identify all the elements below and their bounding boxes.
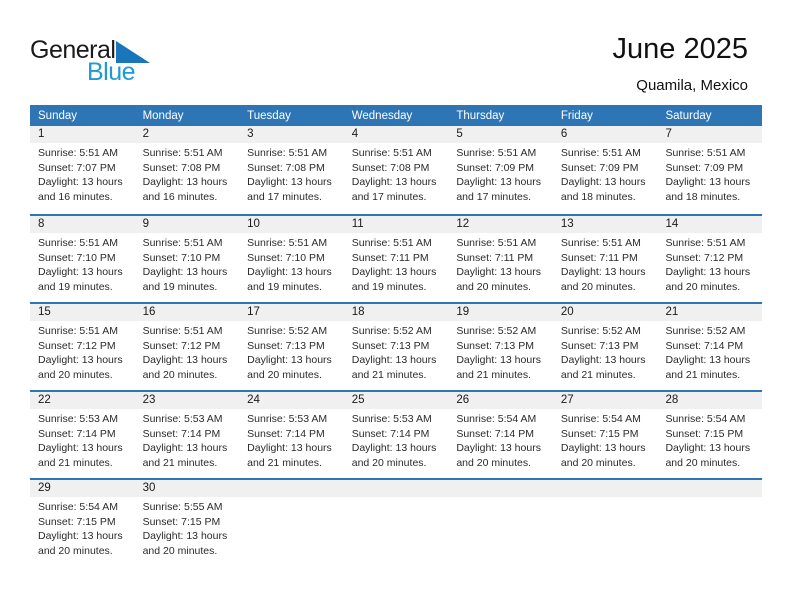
day-cell-19	[448, 304, 553, 390]
day-detail-line: Sunset: 7:12 PM	[38, 339, 116, 352]
day-detail-line: and 21 minutes.	[38, 456, 113, 469]
day-cell-21	[657, 304, 762, 390]
day-detail-line: Sunset: 7:13 PM	[560, 339, 639, 352]
day-details	[344, 233, 449, 294]
day-detail-line: and 20 minutes.	[38, 544, 113, 557]
day-number: 2	[135, 126, 240, 143]
day-number: 15	[30, 304, 135, 321]
day-detail-line: Daylight: 13 hours	[560, 266, 646, 278]
day-cell-9	[135, 216, 240, 302]
day-detail-line: Sunset: 7:08 PM	[247, 161, 325, 174]
day-detail-line: Sunset: 7:15 PM	[665, 427, 744, 440]
day-detail-line: Daylight: 13 hours	[38, 266, 123, 278]
day-detail-line: and 21 minutes.	[456, 368, 532, 381]
day-number: 18	[344, 304, 449, 321]
day-details	[657, 143, 762, 204]
day-details	[30, 233, 135, 294]
day-cell-25	[344, 392, 449, 478]
day-detail-line: Daylight: 13 hours	[560, 176, 646, 188]
day-detail-line: Sunrise: 5:54 AM	[38, 501, 118, 513]
day-number: 20	[553, 304, 658, 321]
day-cell-17	[239, 304, 344, 390]
day-detail-line: Sunset: 7:10 PM	[38, 251, 116, 264]
day-details	[30, 143, 135, 204]
day-details	[135, 233, 240, 294]
day-detail-line: Sunset: 7:14 PM	[142, 427, 221, 440]
day-number: 22	[30, 392, 135, 409]
day-cell-empty	[553, 480, 658, 566]
day-number: 4	[344, 126, 449, 143]
day-details	[344, 143, 449, 204]
day-cell-23	[135, 392, 240, 478]
logo-text-blue: Blue	[87, 58, 136, 86]
day-detail-line: Sunset: 7:14 PM	[247, 427, 325, 440]
day-number: 23	[135, 392, 240, 409]
day-cell-empty	[344, 480, 449, 566]
day-number	[657, 480, 762, 497]
day-details	[553, 143, 658, 204]
day-number: 29	[30, 480, 135, 497]
day-detail-line: Sunrise: 5:52 AM	[247, 325, 328, 337]
weekday-header-wednesday: Wednesday	[351, 109, 413, 122]
day-number: 7	[657, 126, 762, 143]
logo	[30, 38, 150, 85]
day-detail-line: Daylight: 13 hours	[142, 530, 228, 542]
day-detail-line: Daylight: 13 hours	[351, 266, 437, 278]
day-detail-line: Sunset: 7:15 PM	[560, 427, 639, 440]
day-detail-line: Sunrise: 5:51 AM	[665, 237, 746, 249]
day-detail-line: Sunset: 7:12 PM	[142, 339, 221, 352]
day-number: 27	[553, 392, 658, 409]
day-details	[30, 409, 135, 470]
day-cell-7	[657, 126, 762, 214]
day-detail-line: and 19 minutes.	[351, 280, 427, 293]
weeks-container	[30, 126, 762, 566]
day-cell-12	[448, 216, 553, 302]
day-number: 11	[344, 216, 449, 233]
day-detail-line: Sunrise: 5:51 AM	[665, 147, 746, 159]
day-details	[448, 143, 553, 204]
day-detail-line: and 17 minutes.	[456, 190, 532, 203]
day-cell-16	[135, 304, 240, 390]
day-detail-line: Sunrise: 5:54 AM	[665, 413, 746, 425]
day-number: 30	[135, 480, 240, 497]
day-detail-line: Daylight: 13 hours	[247, 354, 332, 366]
weekday-header-row	[30, 105, 762, 126]
day-details	[448, 497, 553, 500]
day-cell-15	[30, 304, 135, 390]
weekday-header-saturday: Saturday	[665, 109, 712, 122]
day-detail-line: Sunset: 7:13 PM	[456, 339, 534, 352]
day-details	[344, 321, 449, 382]
day-detail-line: Sunset: 7:14 PM	[665, 339, 744, 352]
day-detail-line: Sunset: 7:09 PM	[665, 161, 744, 174]
day-detail-line: Daylight: 13 hours	[560, 354, 646, 366]
day-detail-line: Sunrise: 5:51 AM	[560, 237, 641, 249]
week-row	[30, 302, 762, 390]
day-detail-line: Sunset: 7:08 PM	[142, 161, 221, 174]
week-row	[30, 126, 762, 214]
day-detail-line: Daylight: 13 hours	[38, 442, 123, 454]
day-cell-13	[553, 216, 658, 302]
day-detail-line: Sunrise: 5:51 AM	[247, 237, 328, 249]
day-detail-line: Sunrise: 5:51 AM	[142, 147, 223, 159]
day-cell-29	[30, 480, 135, 566]
day-detail-line: Daylight: 13 hours	[247, 442, 332, 454]
day-detail-line: Daylight: 13 hours	[38, 176, 123, 188]
day-detail-line: Sunset: 7:08 PM	[351, 161, 430, 174]
day-detail-line: Sunrise: 5:52 AM	[351, 325, 432, 337]
day-detail-line: Daylight: 13 hours	[456, 176, 541, 188]
day-number	[553, 480, 658, 497]
day-detail-line: Daylight: 13 hours	[38, 354, 123, 366]
day-detail-line: Sunset: 7:10 PM	[142, 251, 221, 264]
day-detail-line: and 18 minutes.	[560, 190, 636, 203]
day-cell-27	[553, 392, 658, 478]
day-details	[135, 409, 240, 470]
day-detail-line: and 21 minutes.	[142, 456, 218, 469]
day-cell-20	[553, 304, 658, 390]
day-cell-empty	[657, 480, 762, 566]
day-detail-line: Daylight: 13 hours	[456, 266, 541, 278]
day-detail-line: Sunset: 7:13 PM	[351, 339, 430, 352]
day-detail-line: Daylight: 13 hours	[456, 354, 541, 366]
day-detail-line: and 16 minutes.	[38, 190, 113, 203]
day-detail-line: Sunset: 7:14 PM	[351, 427, 430, 440]
day-detail-line: Sunset: 7:09 PM	[560, 161, 639, 174]
day-number	[239, 480, 344, 497]
day-number: 25	[344, 392, 449, 409]
day-number	[344, 480, 449, 497]
day-detail-line: and 20 minutes.	[665, 456, 741, 469]
week-row	[30, 214, 762, 302]
day-cell-28	[657, 392, 762, 478]
day-detail-line: and 18 minutes.	[665, 190, 741, 203]
location-subtitle: Quamila, Mexico	[636, 77, 748, 94]
day-detail-line: Daylight: 13 hours	[456, 442, 541, 454]
day-detail-line: and 19 minutes.	[38, 280, 113, 293]
day-cell-18	[344, 304, 449, 390]
day-detail-line: and 20 minutes.	[38, 368, 113, 381]
day-details	[344, 497, 449, 500]
day-detail-line: Daylight: 13 hours	[142, 354, 228, 366]
day-detail-line: Sunrise: 5:53 AM	[247, 413, 328, 425]
day-cell-4	[344, 126, 449, 214]
day-detail-line: and 17 minutes.	[247, 190, 322, 203]
day-details	[553, 497, 658, 500]
day-detail-line: and 20 minutes.	[247, 368, 322, 381]
day-detail-line: and 21 minutes.	[665, 368, 741, 381]
day-number: 6	[553, 126, 658, 143]
day-detail-line: Sunset: 7:15 PM	[38, 515, 116, 528]
day-cell-14	[657, 216, 762, 302]
day-detail-line: and 21 minutes.	[247, 456, 322, 469]
logo-text-general: General	[30, 36, 116, 64]
day-detail-line: Sunset: 7:15 PM	[142, 515, 221, 528]
day-details	[239, 233, 344, 294]
day-detail-line: and 20 minutes.	[351, 456, 427, 469]
day-number: 8	[30, 216, 135, 233]
day-number: 24	[239, 392, 344, 409]
month-title: June 2025	[612, 33, 748, 65]
day-number: 17	[239, 304, 344, 321]
day-cell-6	[553, 126, 658, 214]
day-cell-empty	[239, 480, 344, 566]
day-number: 5	[448, 126, 553, 143]
day-detail-line: Sunrise: 5:53 AM	[142, 413, 223, 425]
day-detail-line: and 20 minutes.	[142, 544, 218, 557]
day-detail-line: Sunset: 7:13 PM	[247, 339, 325, 352]
day-detail-line: and 17 minutes.	[351, 190, 427, 203]
day-detail-line: Sunset: 7:14 PM	[38, 427, 116, 440]
day-detail-line: Sunrise: 5:51 AM	[142, 325, 223, 337]
day-number: 10	[239, 216, 344, 233]
day-number: 13	[553, 216, 658, 233]
day-cell-11	[344, 216, 449, 302]
day-detail-line: Sunrise: 5:54 AM	[456, 413, 537, 425]
title-block	[613, 33, 748, 94]
day-detail-line: Sunrise: 5:51 AM	[38, 237, 118, 249]
day-detail-line: Sunset: 7:11 PM	[456, 251, 534, 264]
day-detail-line: Sunrise: 5:51 AM	[142, 237, 223, 249]
day-detail-line: Sunrise: 5:53 AM	[38, 413, 118, 425]
calendar-table	[30, 105, 762, 566]
day-number: 26	[448, 392, 553, 409]
day-number: 9	[135, 216, 240, 233]
day-detail-line: Daylight: 13 hours	[247, 176, 332, 188]
day-number	[448, 480, 553, 497]
day-detail-line: Sunrise: 5:52 AM	[560, 325, 641, 337]
week-row	[30, 478, 762, 566]
day-detail-line: Daylight: 13 hours	[665, 442, 751, 454]
day-details	[553, 321, 658, 382]
day-detail-line: Daylight: 13 hours	[351, 354, 437, 366]
day-details	[30, 497, 135, 558]
day-detail-line: Daylight: 13 hours	[665, 176, 751, 188]
day-detail-line: Sunrise: 5:51 AM	[560, 147, 641, 159]
day-cell-3	[239, 126, 344, 214]
day-details	[448, 409, 553, 470]
day-detail-line: Sunrise: 5:51 AM	[456, 147, 537, 159]
day-details	[553, 233, 658, 294]
day-details	[657, 233, 762, 294]
day-cell-empty	[448, 480, 553, 566]
week-row	[30, 390, 762, 478]
day-detail-line: Daylight: 13 hours	[351, 442, 437, 454]
day-detail-line: Sunset: 7:09 PM	[456, 161, 534, 174]
day-detail-line: and 20 minutes.	[560, 456, 636, 469]
day-details	[448, 233, 553, 294]
day-detail-line: Sunrise: 5:51 AM	[38, 325, 118, 337]
day-detail-line: and 19 minutes.	[247, 280, 322, 293]
day-details	[135, 321, 240, 382]
weekday-header-sunday: Sunday	[38, 109, 78, 122]
day-number: 21	[657, 304, 762, 321]
day-detail-line: Sunrise: 5:55 AM	[142, 501, 223, 513]
day-cell-26	[448, 392, 553, 478]
day-cell-22	[30, 392, 135, 478]
day-details	[135, 143, 240, 204]
day-detail-line: Daylight: 13 hours	[247, 266, 332, 278]
day-detail-line: Sunrise: 5:53 AM	[351, 413, 432, 425]
day-details	[344, 409, 449, 470]
day-detail-line: Daylight: 13 hours	[665, 354, 751, 366]
day-cell-2	[135, 126, 240, 214]
day-details	[239, 143, 344, 204]
day-cell-8	[30, 216, 135, 302]
day-detail-line: Sunrise: 5:51 AM	[456, 237, 537, 249]
day-number: 3	[239, 126, 344, 143]
day-cell-24	[239, 392, 344, 478]
day-detail-line: Daylight: 13 hours	[665, 266, 751, 278]
day-cell-5	[448, 126, 553, 214]
day-detail-line: Sunset: 7:10 PM	[247, 251, 325, 264]
weekday-header-tuesday: Tuesday	[247, 109, 291, 122]
day-details	[448, 321, 553, 382]
day-detail-line: and 19 minutes.	[142, 280, 218, 293]
day-detail-line: Sunrise: 5:54 AM	[560, 413, 641, 425]
day-number: 1	[30, 126, 135, 143]
day-detail-line: and 21 minutes.	[351, 368, 427, 381]
day-details	[657, 321, 762, 382]
day-details	[239, 497, 344, 500]
day-detail-line: Sunrise: 5:52 AM	[665, 325, 746, 337]
day-detail-line: Sunset: 7:14 PM	[456, 427, 534, 440]
day-detail-line: Daylight: 13 hours	[351, 176, 437, 188]
day-details	[239, 409, 344, 470]
day-detail-line: and 20 minutes.	[142, 368, 218, 381]
day-detail-line: Sunset: 7:11 PM	[560, 251, 638, 264]
weekday-header-monday: Monday	[142, 109, 184, 122]
day-detail-line: Daylight: 13 hours	[142, 176, 228, 188]
day-details	[30, 321, 135, 382]
day-detail-line: Sunrise: 5:51 AM	[351, 147, 432, 159]
day-cell-1	[30, 126, 135, 214]
day-detail-line: and 20 minutes.	[560, 280, 636, 293]
day-details	[657, 497, 762, 500]
day-detail-line: and 20 minutes.	[456, 456, 532, 469]
day-details	[239, 321, 344, 382]
day-detail-line: Sunset: 7:12 PM	[665, 251, 744, 264]
day-detail-line: Sunrise: 5:51 AM	[247, 147, 328, 159]
weekday-header-friday: Friday	[560, 109, 593, 122]
day-detail-line: and 20 minutes.	[456, 280, 532, 293]
day-number: 28	[657, 392, 762, 409]
day-number: 12	[448, 216, 553, 233]
day-details	[553, 409, 658, 470]
day-detail-line: Sunset: 7:07 PM	[38, 161, 116, 174]
day-detail-line: Daylight: 13 hours	[142, 266, 228, 278]
day-detail-line: and 16 minutes.	[142, 190, 218, 203]
day-detail-line: Sunrise: 5:51 AM	[351, 237, 432, 249]
day-detail-line: Daylight: 13 hours	[142, 442, 228, 454]
day-detail-line: Daylight: 13 hours	[560, 442, 646, 454]
day-number: 14	[657, 216, 762, 233]
day-number: 16	[135, 304, 240, 321]
day-cell-30	[135, 480, 240, 566]
day-detail-line: Sunrise: 5:51 AM	[38, 147, 118, 159]
day-details	[657, 409, 762, 470]
day-details	[135, 497, 240, 558]
day-detail-line: and 21 minutes.	[560, 368, 636, 381]
day-detail-line: Sunrise: 5:52 AM	[456, 325, 537, 337]
day-number: 19	[448, 304, 553, 321]
weekday-header-thursday: Thursday	[456, 109, 505, 122]
day-detail-line: Sunset: 7:11 PM	[351, 251, 429, 264]
day-detail-line: and 20 minutes.	[665, 280, 741, 293]
day-detail-line: Daylight: 13 hours	[38, 530, 123, 542]
day-cell-10	[239, 216, 344, 302]
